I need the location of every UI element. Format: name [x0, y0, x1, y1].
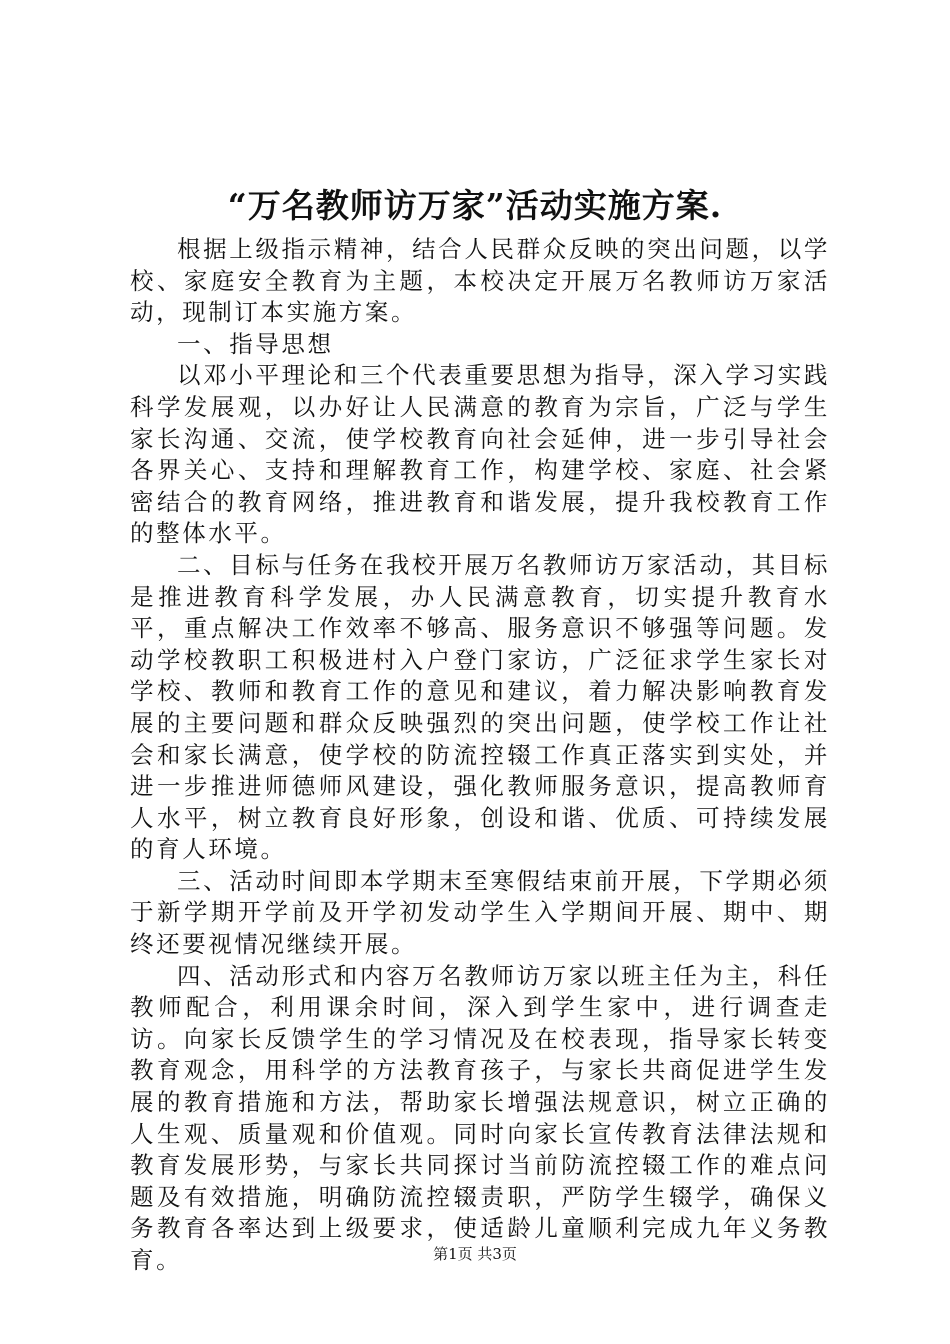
paragraph-goals-tasks: 二、目标与任务在我校开展万名教师访万家活动，其目标是推进教育科学发展，办人民满意教育，切实提升教育水平，重点解决工作效率不够高、服务意识不够强等问题。发动学校教职工积极进村入户登门家访，广泛征求学生家长对学校、教师和教育工作的意见和建议，着力解决影响教育发展的主要问题和群众反映强烈的突出问题，使学校工作让社会和家长满意，使学校的防流控辍工作真正落实到实处，并进一步推进师德师风建设，强化教师服务意识，提高教师育人水平，树立教育良好形象，创设和谐、优质、可持续发展的育人环境。: [130, 550, 830, 864]
paragraph-activity-form: 四、活动形式和内容万名教师访万家以班主任为主，科任教师配合，利用课余时间，深入到学生家中，进行调查走访。向家长反馈学生的学习情况及在校表现，指导家长转变教育观念，用科学的方法教育孩子，与家长共商促进学生发展的教育措施和方法，帮助家长增强法规意识，树立正确的人生观、质量观和价值观。同时向家长宣传教育法律法规和教育发展形势，与家长共同探讨当前防流控辍工作的难点问题及有效措施，明确防流控辍责职，严防学生辍学，确保义务教育各率达到上级要求，使适龄儿童顺利完成九年义务教育。: [130, 961, 830, 1274]
paragraph-guiding-ideology: 以邓小平理论和三个代表重要思想为指导，深入学习实践科学发展观，以办好让人民满意的教育为宗旨，广泛与学生家长沟通、交流，使学校教育向社会延伸，进一步引导社会各界关心、支持和理解教育工作，构建学校、家庭、社会紧密结合的教育网络，推进教育和谐发展，提升我校教育工作的整体水平。: [130, 361, 830, 548]
paragraph-intro: 根据上级指示精神，结合人民群众反映的突出问题，以学校、家庭安全教育为主题，本校决定开展万名教师访万家活动，现制订本实施方案。: [130, 235, 830, 327]
heading-guiding-ideology: 一、指导思想: [177, 329, 334, 358]
page-number: 第1页 共3页: [433, 1245, 517, 1263]
document-body: [130, 234, 830, 1277]
paragraph-activity-time: 三、活动时间即本学期末至寒假结束前开展，下学期必须于新学期开学前及开学初发动学生入学期间开展、期中、期终还要视情况继续开展。: [130, 866, 830, 959]
document-title: “万名教师访万家”活动实施方案.: [227, 186, 723, 225]
